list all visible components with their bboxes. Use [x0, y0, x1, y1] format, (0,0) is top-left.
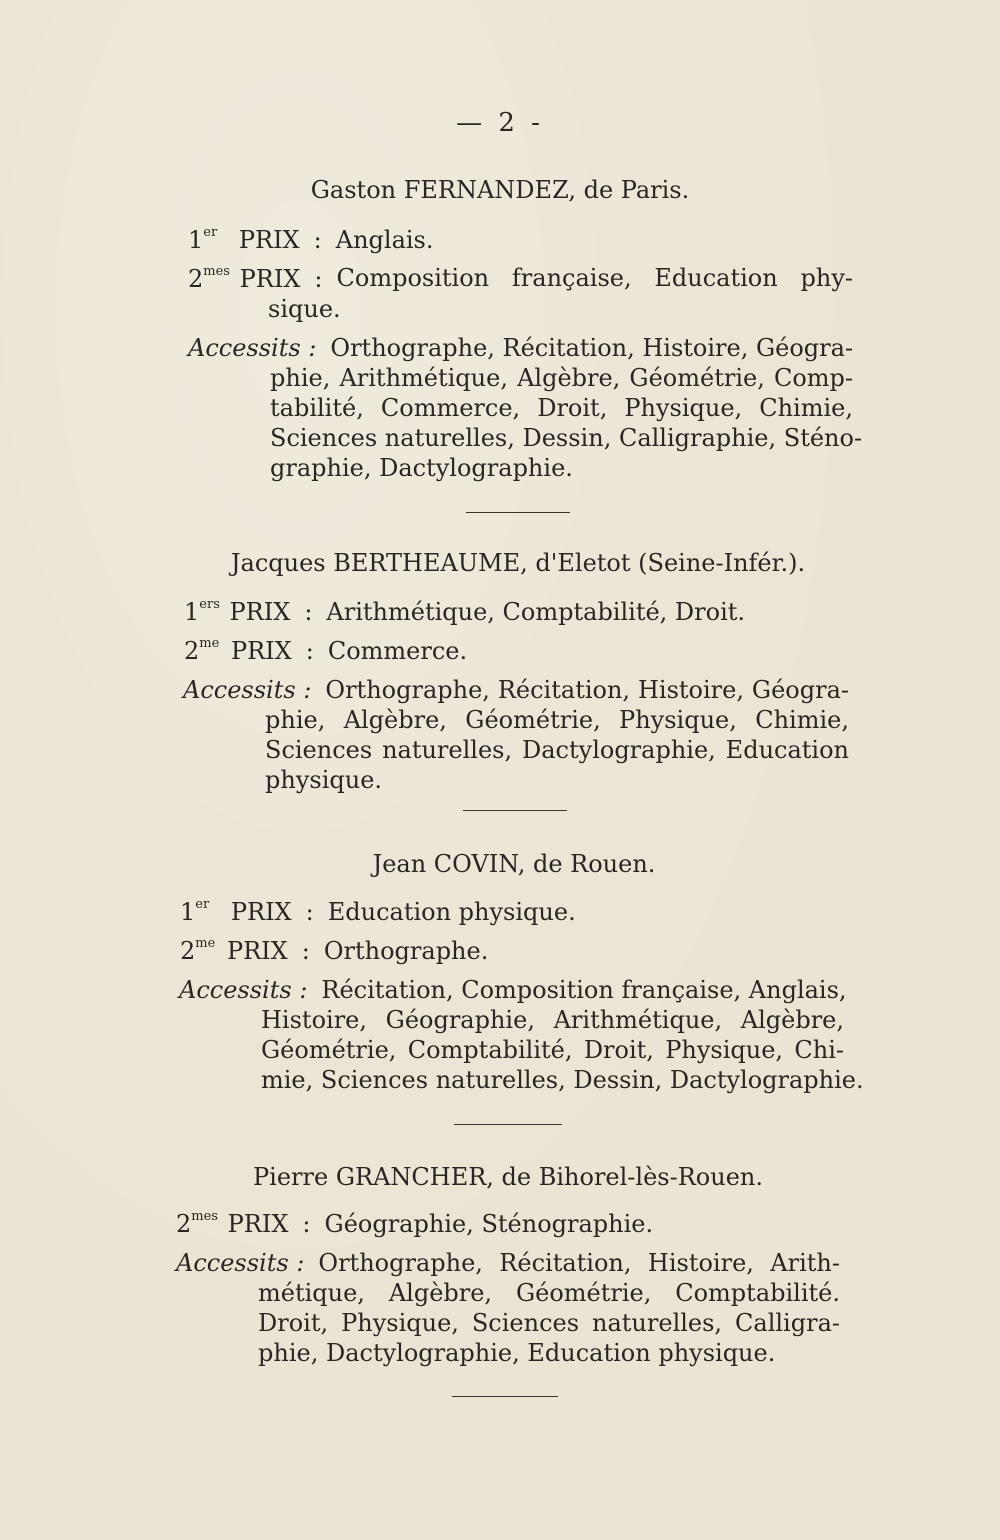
prize-rank-suffix: er — [203, 225, 218, 240]
accessits-line: Orthographe, Récitation, Histoire, Géogra- — [330, 334, 854, 362]
prize-subjects: Géographie, Sténographie. — [324, 1210, 654, 1238]
accessits-line: Histoire, Géographie, Arithmétique, Algèbre, — [261, 1006, 844, 1034]
accessits-line: phie, Arithmétique, Algèbre, Géométrie, Comp- — [270, 364, 853, 392]
prize-line: 1ers PRIX : Arithmétique, Comptabilité, Droit. — [184, 597, 746, 626]
prize-rank-suffix: me — [199, 636, 220, 651]
prize-label: PRIX — [238, 226, 300, 254]
student-name: Pierre GRANCHER, de Bihorel-lès-Rouen. — [253, 1163, 763, 1191]
prize-rank: 2 — [180, 937, 196, 965]
accessits-label: Accessits : — [176, 1249, 305, 1277]
accessits-line: tabilité, Commerce, Droit, Physique, Chimie, — [270, 394, 853, 422]
separator-rule — [452, 1396, 558, 1397]
accessits-block — [179, 975, 864, 1095]
prize-subjects: Orthographe. — [323, 937, 489, 965]
prize-line: $2^{mes}$ PRIX : Composition française, Education phy- sique. — [188, 264, 853, 323]
page-number: — 2 - — [456, 108, 544, 138]
prize-subjects: Commerce. — [327, 637, 468, 665]
student-name: Jean COVIN, de Rouen. — [372, 850, 656, 878]
prize-line: $2^{me}$ PRIX : Orthographe. — [180, 936, 489, 965]
prize-rank: 1 — [184, 598, 200, 626]
student-name: Jacques BERTHEAUME, d'Eletot (Seine-Infér.). — [230, 549, 806, 577]
prize-label: PRIX — [230, 898, 292, 926]
accessits-label: Accessits : — [179, 976, 308, 1004]
accessits-line: Droit, Physique, Sciences naturelles, Calligra- — [258, 1309, 840, 1337]
accessits-block — [176, 1248, 840, 1368]
separator-rule — [466, 512, 570, 513]
accessits-line: Sciences naturelles, Dactylographie, Education — [265, 736, 849, 764]
prize-rank: 2 — [176, 1210, 192, 1238]
accessits-line: graphie, Dactylographie. — [270, 454, 573, 482]
accessits-line: phie, Algèbre, Géométrie, Physique, Chimie, — [265, 706, 849, 734]
prize-rank-suffix: mes — [191, 1209, 218, 1224]
prize-rank: 1 — [180, 898, 196, 926]
accessits-block — [188, 333, 863, 483]
separator-rule — [463, 810, 567, 811]
prize-subjects: Education physique. — [327, 898, 576, 926]
prize-rank: 2 — [184, 637, 200, 665]
prize-subjects: Composition française, Education phy- — [336, 264, 853, 292]
accessits-line: Orthographe, Récitation, Histoire, Arith- — [318, 1249, 840, 1277]
accessits-label: Accessits : — [188, 334, 317, 362]
accessits-line: Sciences naturelles, Dessin, Calligraphie, Sténo- — [270, 424, 863, 452]
prize-label: PRIX — [239, 265, 301, 293]
prize-label: PRIX — [230, 637, 292, 665]
separator-rule — [454, 1124, 562, 1125]
prize-rank-suffix: mes — [203, 264, 230, 279]
prize-rank: 2 — [188, 265, 204, 293]
prize-rank-suffix: er — [195, 897, 210, 912]
accessits-label: Accessits : — [183, 676, 312, 704]
accessits-line: phie, Dactylographie, Education physique. — [258, 1339, 776, 1367]
accessits-line: Géométrie, Comptabilité, Droit, Physique, Chi- — [261, 1036, 844, 1064]
prize-line: 1er PRIX : Education physique. — [180, 897, 576, 926]
prize-line: $2^{me}$ PRIX : Commerce. — [184, 636, 468, 665]
prize-rank: 1 — [188, 226, 204, 254]
prize-line: $2^{mes}$ PRIX : Géographie, Sténographie. — [176, 1209, 654, 1238]
accessits-line: Orthographe, Récitation, Histoire, Géogra- — [325, 676, 849, 704]
student-name: Gaston FERNANDEZ, de Paris. — [310, 176, 690, 204]
prize-label: PRIX — [229, 598, 291, 626]
prize-label: PRIX — [226, 937, 288, 965]
prize-rank-suffix: ers — [199, 597, 220, 612]
prize-subjects: Anglais. — [335, 226, 434, 254]
prize-rank-suffix: me — [195, 936, 216, 951]
prize-label: PRIX — [227, 1210, 289, 1238]
accessits-block — [183, 675, 849, 795]
accessits-line: métique, Algèbre, Géométrie, Comptabilité. — [258, 1279, 840, 1307]
accessits-line: Récitation, Composition française, Anglais, — [321, 976, 847, 1004]
accessits-line: physique. — [265, 766, 383, 794]
prize-subjects: Arithmétique, Comptabilité, Droit. — [326, 598, 746, 626]
accessits-line: mie, Sciences naturelles, Dessin, Dactylographie. — [261, 1066, 864, 1094]
prize-subjects-continued: sique. — [268, 295, 341, 323]
prize-line: 1er PRIX : Anglais. — [188, 225, 434, 254]
